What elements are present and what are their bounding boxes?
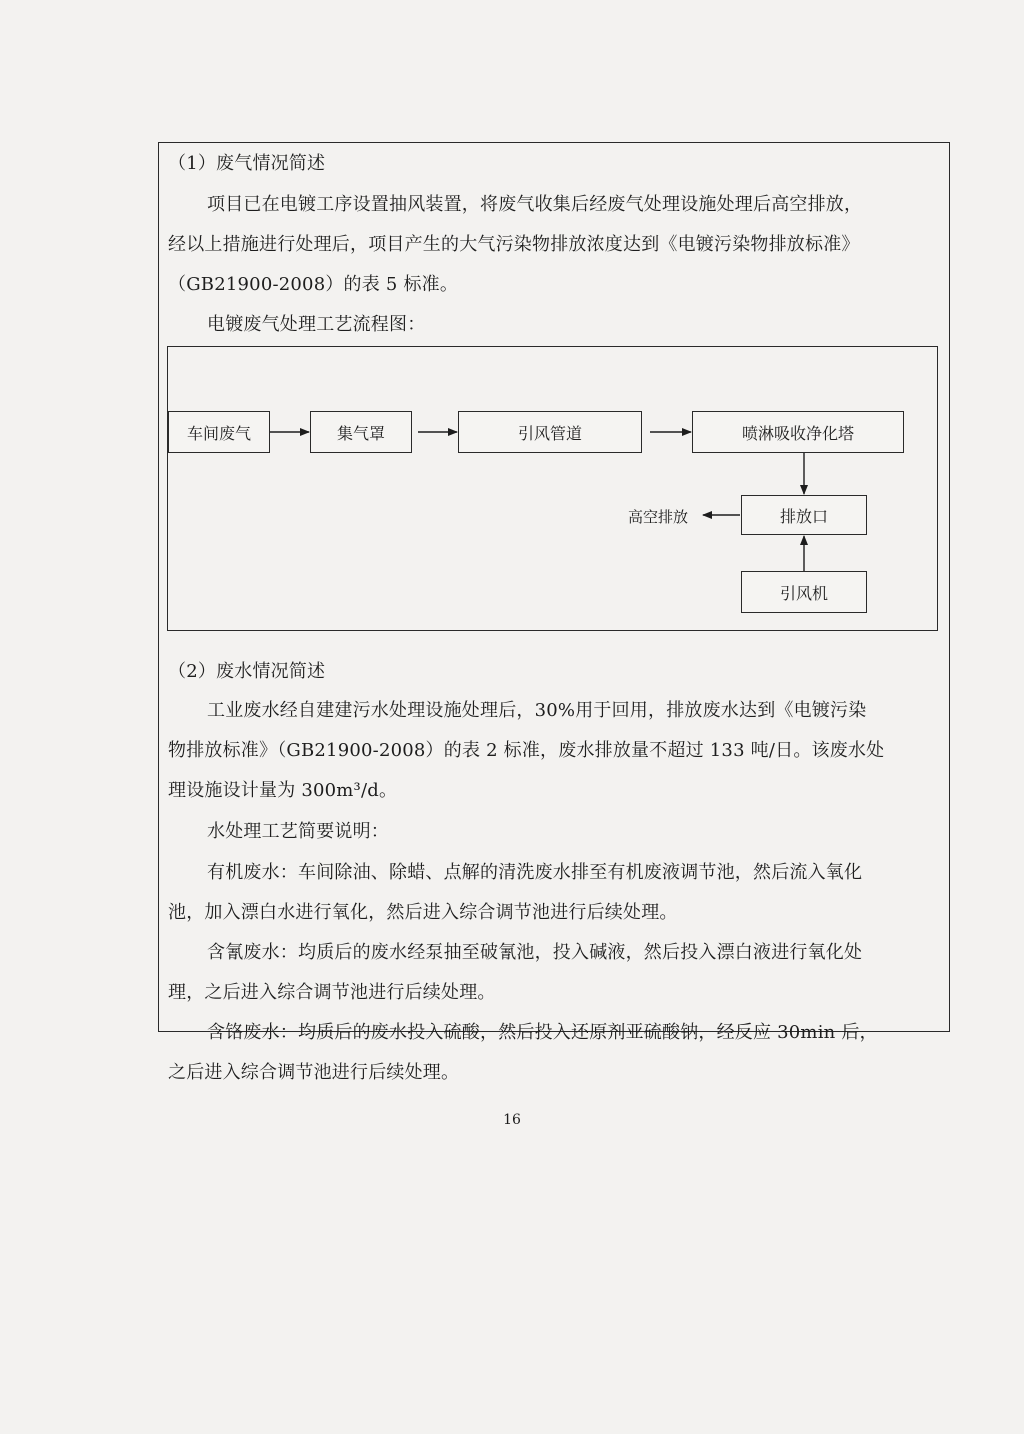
cyanide-wastewater-line1: 含氰废水：均质后的废水经泵抽至破氰池，投入碱液，然后投入漂白液进行氧化处 bbox=[207, 942, 863, 963]
flow-node-workshop-exhaust: 车间废气 bbox=[168, 411, 270, 453]
section1-para-line1: 项目已在电镀工序设置抽风装置，将废气收集后经废气处理设施处理后高空排放， bbox=[207, 194, 863, 215]
flowchart-caption: 电镀废气处理工艺流程图： bbox=[207, 314, 426, 335]
flow-node-outlet: 排放口 bbox=[741, 495, 867, 535]
water-process-heading: 水处理工艺简要说明： bbox=[207, 821, 389, 842]
page-number: 16 bbox=[503, 1112, 521, 1128]
section2-para-line2: 物排放标准》（GB21900-2008）的表 2 标准，废水排放量不超过 133 吨/日。该废水处 bbox=[168, 740, 885, 761]
section1-para-line3: （GB21900-2008）的表 5 标准。 bbox=[168, 274, 459, 295]
section2-para-line3: 理设施设计量为 300m³/d。 bbox=[168, 780, 398, 801]
flow-node-scrubber: 喷淋吸收净化塔 bbox=[692, 411, 904, 453]
chromium-wastewater-line1: 含铬废水：均质后的废水投入硫酸，然后投入还原剂亚硫酸钠，经反应 30min 后， bbox=[207, 1022, 878, 1043]
flow-node-fan: 引风机 bbox=[741, 571, 867, 613]
organic-wastewater-line1: 有机废水：车间除油、除蜡、点解的清洗废水排至有机废液调节池，然后流入氧化 bbox=[207, 862, 863, 883]
flow-label-high-altitude-discharge: 高空排放 bbox=[628, 508, 689, 526]
flow-node-hood: 集气罩 bbox=[310, 411, 412, 453]
organic-wastewater-line2: 池，加入漂白水进行氧化，然后进入综合调节池进行后续处理。 bbox=[168, 902, 678, 923]
cyanide-wastewater-line2: 理，之后进入综合调节池进行后续处理。 bbox=[168, 982, 496, 1003]
chromium-wastewater-line2: 之后进入综合调节池进行后续处理。 bbox=[168, 1062, 460, 1083]
section1-para-line2: 经以上措施进行处理后，项目产生的大气污染物排放浓度达到《电镀污染物排放标准》 bbox=[168, 234, 860, 255]
section2-para-line1: 工业废水经自建建污水处理设施处理后，30%用于回用，排放废水达到《电镀污染 bbox=[207, 700, 867, 721]
flow-node-duct: 引风管道 bbox=[458, 411, 642, 453]
section2-heading: （2）废水情况简述 bbox=[168, 661, 326, 682]
section1-heading: （1）废气情况简述 bbox=[168, 153, 326, 174]
